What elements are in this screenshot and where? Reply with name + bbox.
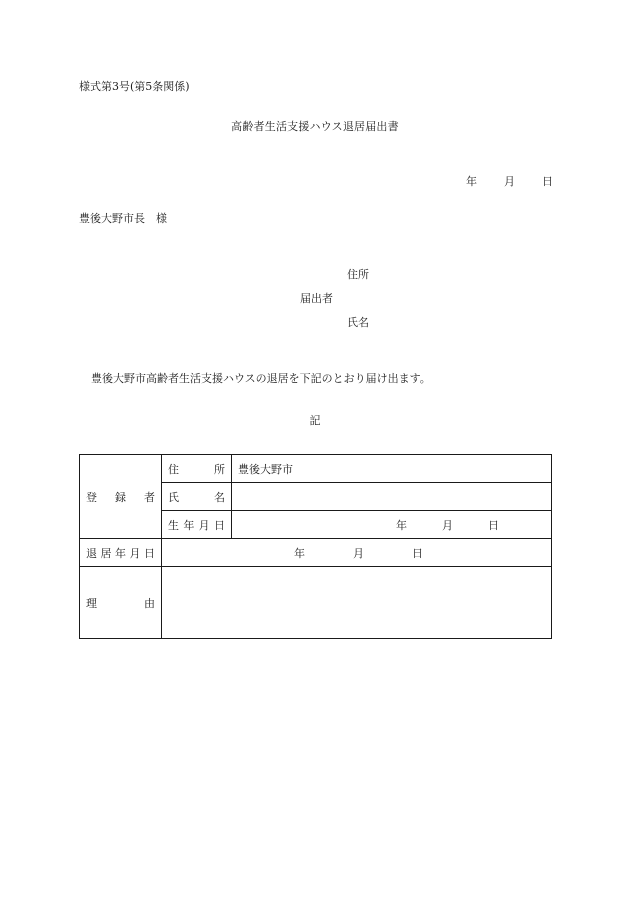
table-row-reason [80,567,552,639]
table-row-moveout [80,539,552,567]
applicant-address-label: 住所 [347,268,369,281]
form-number: 様式第3号(第5条関係) [79,80,190,93]
date-day-label: 日 [542,175,553,188]
name-value[interactable] [232,483,552,511]
reason-value[interactable] [162,567,552,639]
birthdate-value[interactable]: 年 月 日 [232,511,552,539]
moveout-value[interactable]: 年 月 日 [162,539,552,567]
document-title: 高齢者生活支援ハウス退居届出書 [231,120,399,133]
moveout-label: 退 居 年 月 日 [80,539,162,567]
ki-heading: 記 [309,414,321,427]
record-table [79,454,552,639]
table-row-address [80,455,552,483]
birthdate-label: 生 年 月 日 [162,511,232,539]
address-value[interactable]: 豊後大野市 [232,455,552,483]
addressee: 豊後大野市長 様 [79,212,167,225]
name-label: 氏 名 [162,483,232,511]
date-month-label: 月 [504,175,515,188]
applicant-label: 届出者 [300,292,333,305]
notice-text: 豊後大野市高齢者生活支援ハウスの退居を下記のとおり届け出ます。 [91,372,431,385]
submission-date [466,175,553,189]
date-year-label: 年 [466,175,477,188]
address-label: 住 所 [162,455,232,483]
registrant-header: 登 録 者 [80,455,162,539]
reason-label: 理 由 [80,567,162,639]
applicant-name-label: 氏名 [347,316,369,329]
